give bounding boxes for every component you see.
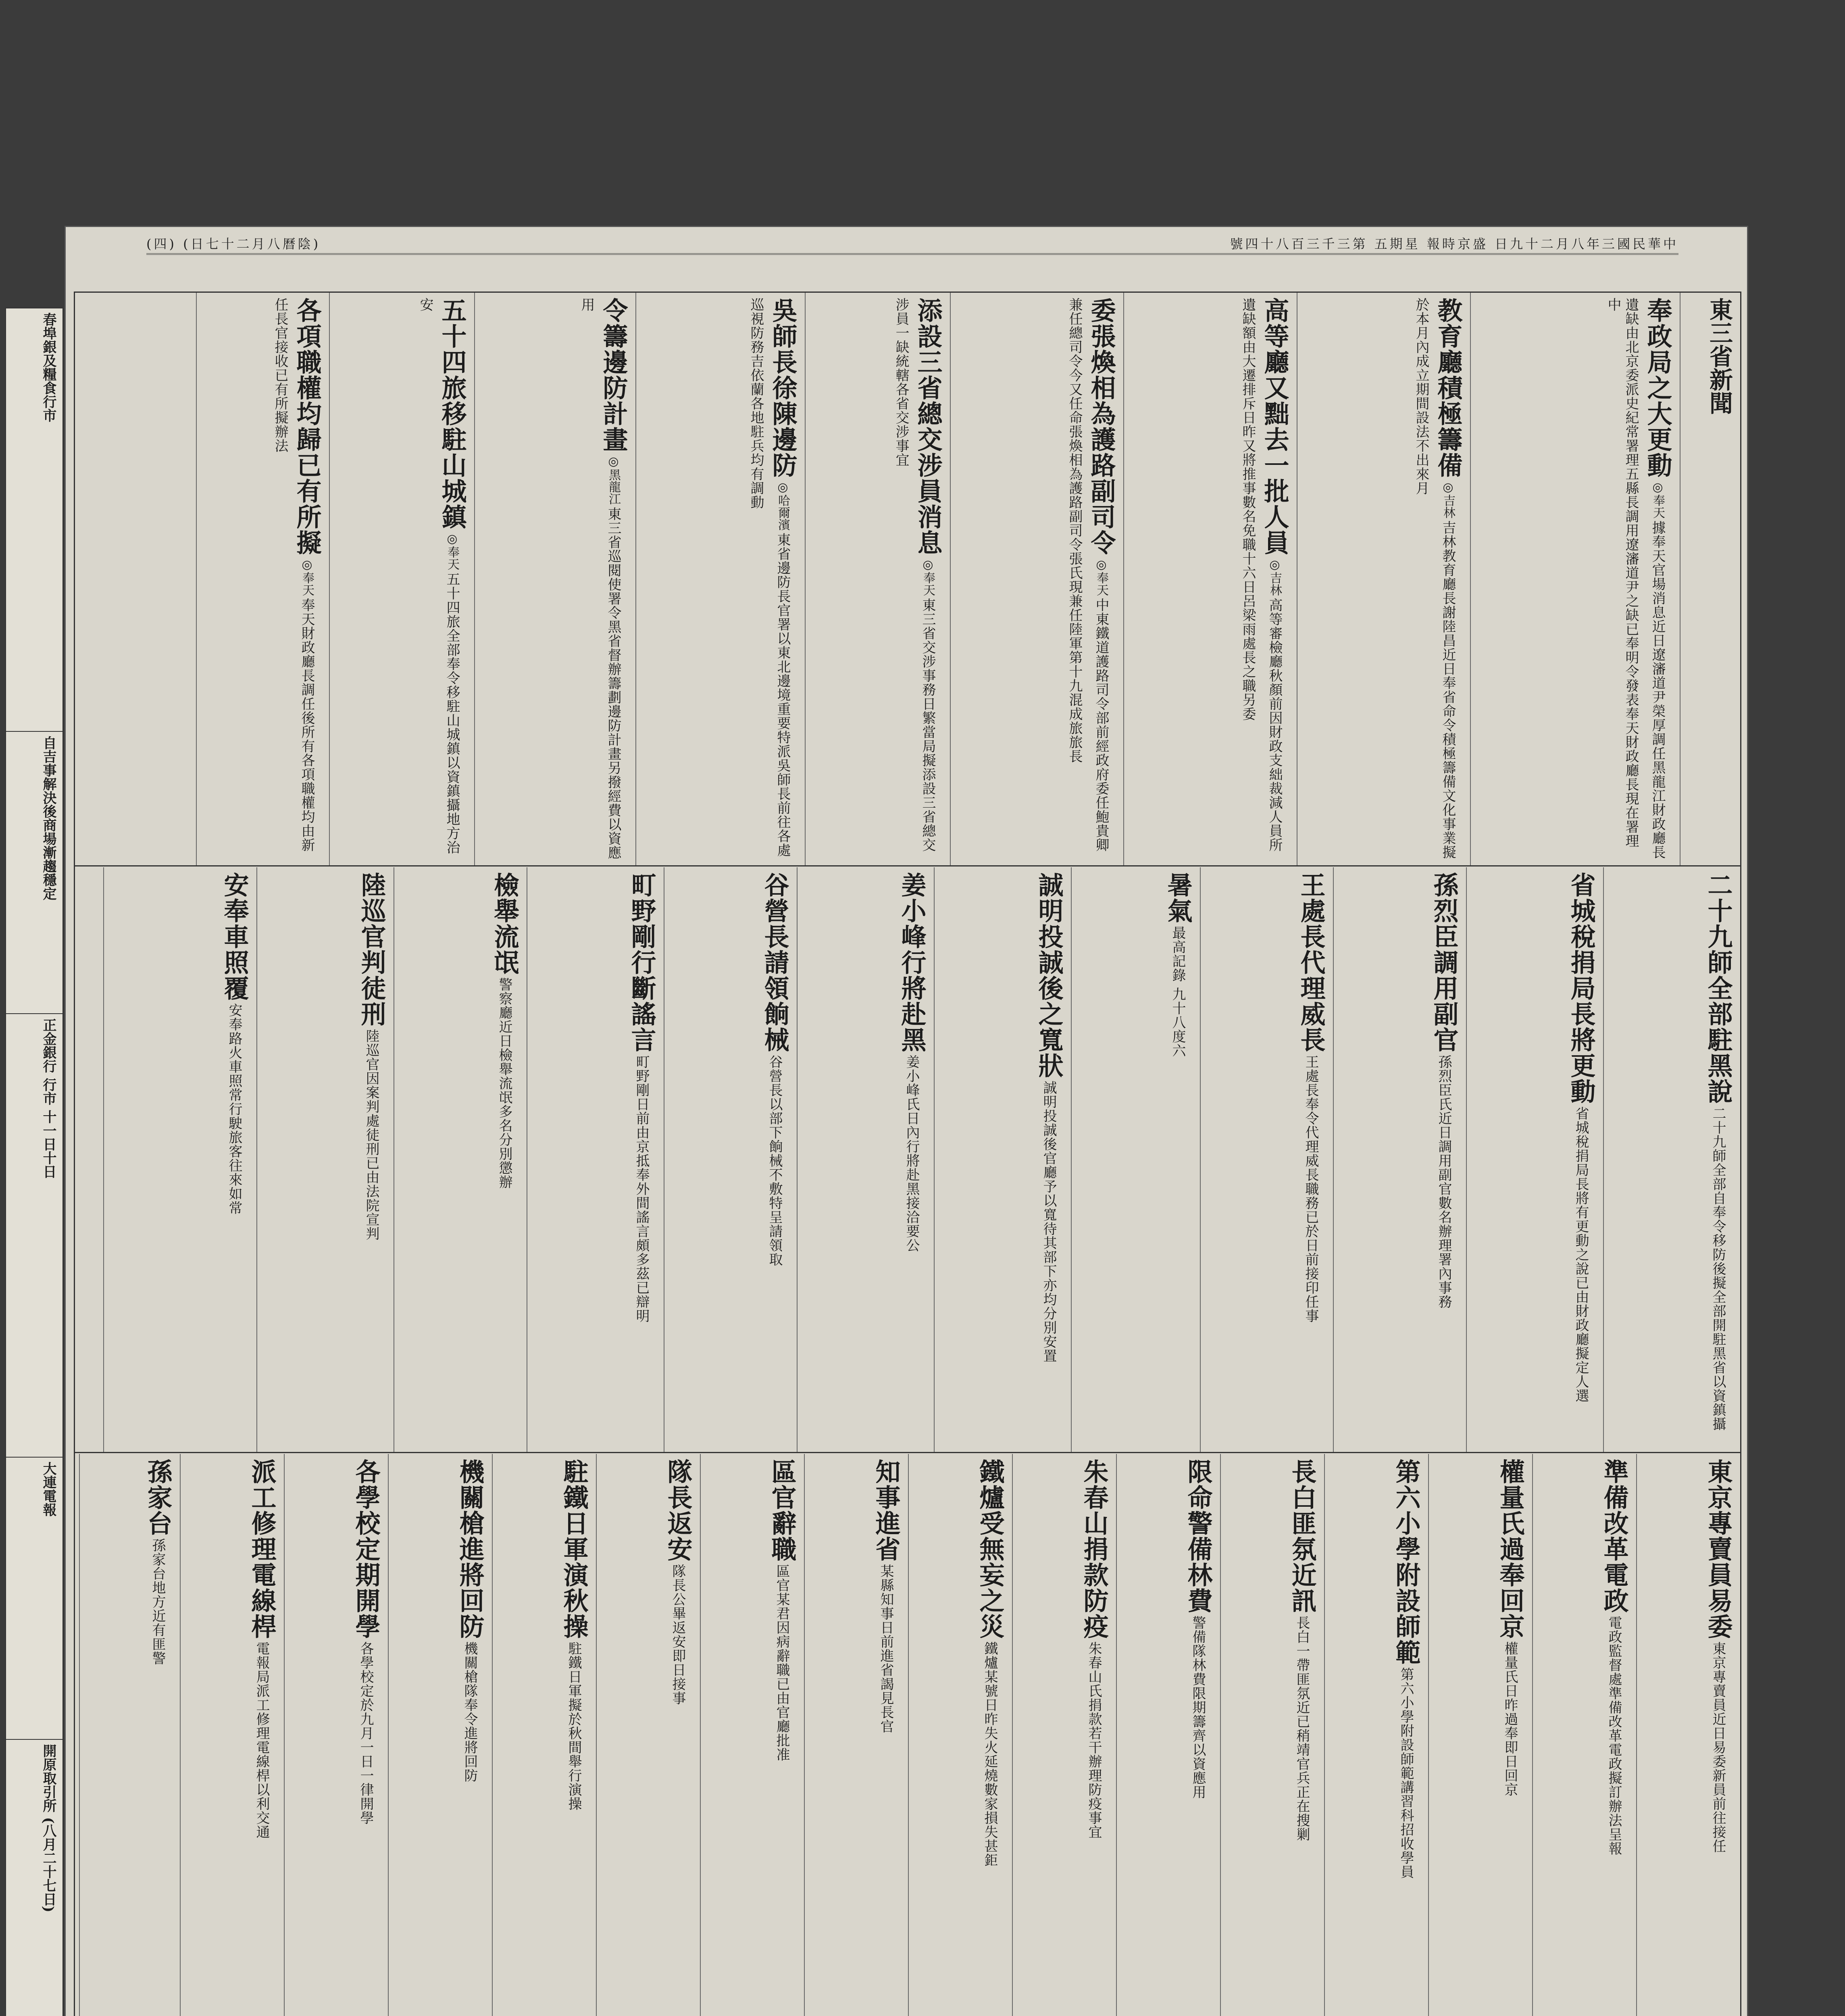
headline: 誠明投誠後之寬狀 — [1034, 872, 1064, 1079]
newspaper-page — [40, 226, 1748, 2016]
tier-divider — [75, 865, 1740, 866]
article-body: 二十九師全部自奉令移防後擬全部開駐黑省以資鎮攝 — [1710, 1106, 1726, 1431]
middle-tier — [75, 867, 1740, 1452]
headline: 陸巡官判徒刑 — [357, 872, 386, 1027]
article-body: 吉林教育廳長謝陸昌近日奉省命令積極籌備文化事業擬於本月內成立期間設法不出來月 — [1413, 298, 1456, 860]
article-body: 警備隊林費限期籌齊以資應用 — [1190, 1616, 1206, 1799]
dateline: ◎吉林 — [1268, 558, 1282, 596]
news-item — [596, 1454, 700, 2016]
headline: 王處長代理威長 — [1296, 872, 1326, 1053]
article-body: 第六小學附設師範講習科招收學員 — [1398, 1667, 1414, 1879]
news-item — [635, 293, 805, 865]
article-body: 長白一帶匪氛近已稍靖官兵正在搜剿 — [1294, 1616, 1310, 1842]
article-body: 孫烈臣氏近日調用副官數名辦理署內事務 — [1436, 1055, 1452, 1309]
news-item — [1116, 1454, 1220, 2016]
article-body: 王處長奉令代理威長職務已於日前接印任事 — [1303, 1055, 1319, 1323]
news-item — [329, 293, 474, 865]
headline: 權量氏過奉回京 — [1495, 1459, 1525, 1639]
article-body: 中東鐵道護路司令部前經政府委任鮑貴卿兼任總司令今又任命張煥相為護路副司令張氏現兼任陸軍第十九混成旅旅長 — [1066, 298, 1109, 852]
dateline: ◎吉林 — [1441, 480, 1455, 519]
headline: 二十九師全部駐黑說 — [1703, 872, 1733, 1104]
article-body: 姜小峰氏日內行將赴黑接洽要公 — [904, 1055, 920, 1253]
ad-item: 春埠銀及糧食行市 — [6, 308, 62, 732]
news-item — [934, 867, 1071, 1452]
ad-item: 開原取引所 (八月二十七日) — [6, 1740, 62, 2016]
section-header — [1680, 293, 1740, 865]
section-title: 東三省新聞 — [1705, 298, 1733, 414]
headline: 朱春山捐款防疫 — [1079, 1459, 1109, 1639]
news-item — [284, 1454, 388, 2016]
headline: 高等廳又黜去一批人員 — [1260, 298, 1289, 556]
article-body: 谷營長以部下餉械不敷特呈請領取 — [766, 1055, 783, 1267]
news-item — [1220, 1454, 1324, 2016]
news-item — [1324, 1454, 1428, 2016]
news-item — [256, 867, 394, 1452]
headline: 姜小峰行將赴黑 — [897, 872, 927, 1053]
dateline: ◎哈爾濱 — [776, 480, 790, 531]
news-item — [388, 1454, 492, 2016]
article-body: 東三省巡閱使署令黑省督辦籌劃邊防計畫另撥經費以資應用 — [579, 298, 621, 860]
news-item — [1428, 1454, 1532, 2016]
article-body: 某縣知事日前進省謁見長官 — [878, 1564, 894, 1734]
news-item — [103, 867, 256, 1452]
article-body: 朱春山氏捐款若干辦理防疫事宜 — [1086, 1641, 1102, 1839]
article-body: 駐鐵日軍擬於秋間舉行演操 — [566, 1641, 582, 1811]
content-frame — [74, 292, 1741, 2016]
news-item — [950, 293, 1123, 865]
headline: 暑氣 — [1163, 872, 1193, 924]
headline: 東京專賣員易委 — [1703, 1459, 1733, 1639]
dateline: ◎奉天 — [300, 558, 314, 596]
headline: 町野剛行斷謠言 — [627, 872, 656, 1053]
masthead — [146, 233, 1678, 255]
article-body: 權量氏日昨過奉即日回京 — [1502, 1641, 1518, 1797]
dateline: ◎奉天 — [445, 532, 459, 571]
news-item — [804, 1454, 908, 2016]
article-body: 電報局派工修理電線桿以利交通 — [254, 1641, 270, 1839]
headline: 各項職權均歸已有所擬 — [292, 298, 322, 556]
headline: 各學校定期開學 — [351, 1459, 381, 1639]
article-body: 隊長公畢返安即日接事 — [670, 1564, 686, 1706]
headline: 令籌邊防計畫 — [599, 298, 628, 452]
headline: 知事進省 — [871, 1459, 901, 1562]
tier-divider — [75, 1452, 1740, 1453]
article-body: 省城稅捐局長將有更動之說已由財政廳擬定人選 — [1573, 1106, 1589, 1403]
headline: 區官辭職 — [767, 1459, 797, 1562]
article-body: 町野剛日前由京抵奉外間謠言頗多茲已辯明 — [633, 1055, 650, 1323]
news-item — [797, 867, 934, 1452]
dateline: ◎奉天 — [1651, 480, 1665, 519]
article-body: 陸巡官因案判處徒刑已由法院宣判 — [363, 1029, 379, 1241]
news-item — [1603, 867, 1740, 1452]
news-item — [664, 867, 797, 1452]
masthead-right: 號四十八百三千三第 五期星 報時京盛 日九十二月八年三國民華中 — [1230, 236, 1678, 252]
news-item — [700, 1454, 804, 2016]
news-item — [474, 293, 635, 865]
top-tier — [75, 293, 1740, 865]
article-body: 電政監督處準備改革電政擬訂辦法呈報 — [1606, 1616, 1622, 1856]
headline: 駐鐵日軍演秋操 — [559, 1459, 589, 1639]
news-item — [805, 293, 950, 865]
news-item — [1297, 293, 1470, 865]
article-body: 東省邊防長官署以東北邊境重要特派吳師長前往各處巡視防務吉依蘭各地駐兵均有調動 — [748, 298, 791, 858]
headline: 機關槍進將回防 — [455, 1459, 485, 1639]
article-body: 機關槍隊奉令進將回防 — [462, 1641, 478, 1783]
article-body: 最高記錄 九十八度六 — [1170, 926, 1186, 1058]
lower-tier — [75, 1454, 1740, 2016]
headline: 五十四旅移駐山城鎮 — [437, 298, 467, 530]
headline: 添設三省總交涉員消息 — [913, 298, 943, 556]
dateline: ◎奉天 — [921, 558, 935, 596]
news-item — [1200, 867, 1333, 1452]
headline: 省城稅捐局長將更動 — [1566, 872, 1596, 1104]
article-body: 孫家台地方近有匪警 — [150, 1538, 166, 1666]
article-body: 各學校定於九月一日一律開學 — [358, 1641, 374, 1825]
news-item — [79, 1454, 180, 2016]
news-item — [492, 1454, 596, 2016]
headline: 限命警備林費 — [1183, 1459, 1213, 1614]
headline: 鐵爐受無妄之災 — [975, 1459, 1005, 1639]
headline: 檢舉流氓 — [490, 872, 519, 975]
news-item — [1470, 293, 1680, 865]
news-item — [1333, 867, 1466, 1452]
ad-strip — [5, 308, 63, 2016]
article-body: 鐵爐某號日昨失火延燒數家損失甚鉅 — [982, 1641, 998, 1868]
article-body: 東三省交涉事務日繁當局擬添設三省總交涉員一缺統轄各省交涉事宜 — [893, 298, 936, 852]
headline: 準備改革電政 — [1599, 1459, 1629, 1614]
news-item — [1636, 1454, 1740, 2016]
headline: 派工修理電線桿 — [247, 1459, 277, 1639]
masthead-left: (四) (日七十二月八曆陰) — [146, 236, 321, 252]
news-item — [527, 867, 664, 1452]
article-body: 警察廳近日檢舉流氓多名分別懲辦 — [496, 977, 512, 1189]
news-item — [1532, 1454, 1636, 2016]
article-body: 高等審檢廳秋顏前因財政支絀裁減人員所遺缺額由大遷排斥日昨又將推事數名免職十六日呂梁雨處長之職另委 — [1240, 298, 1283, 852]
headline: 谷營長請領餉械 — [760, 872, 789, 1053]
headline: 隊長返安 — [663, 1459, 693, 1562]
ad-item: 自吉事解決後商場漸趨穩定 — [6, 732, 62, 1014]
article-body: 誠明投誠後官廳予以寬待其部下亦均分別安置 — [1041, 1081, 1057, 1363]
headline: 奉政局之大更動 — [1643, 298, 1672, 478]
article-body: 區官某君因病辭職已由官廳批准 — [774, 1564, 790, 1762]
article-body: 五十四旅全部奉令移駐山城鎮以資鎮攝地方治安 — [417, 298, 460, 855]
news-item — [908, 1454, 1012, 2016]
news-item — [1466, 867, 1603, 1452]
headline: 長白匪氛近訊 — [1287, 1459, 1317, 1614]
article-body: 東京專賣員近日易委新員前往接任 — [1710, 1641, 1726, 1854]
news-item — [1123, 293, 1297, 865]
article-body: 安奉路火車照常行駛旅客往來如常 — [226, 1003, 242, 1215]
dateline: ◎黑龍江 — [606, 454, 621, 505]
headline: 吳師長徐陳邊防 — [768, 298, 798, 478]
ad-item: 大連電報 — [6, 1458, 62, 1740]
news-item — [1012, 1454, 1116, 2016]
dateline: ◎奉天 — [1094, 558, 1108, 596]
ad-item: 正金銀行 行市 十一日十日 — [6, 1014, 62, 1458]
headline: 孫烈臣調用副官 — [1429, 872, 1459, 1053]
news-item — [196, 293, 329, 865]
headline: 孫家台 — [143, 1459, 173, 1536]
headline: 委張煥相為護路副司令 — [1087, 298, 1116, 556]
article-body: 奉天財政廳長調任後所有各項職權均由新任長官接收已有所擬辦法 — [272, 298, 315, 852]
article-body: 據奉天官場消息近日遼瀋道尹榮厚調任黑龍江財政廳長遺缺由北京委派史紀常署理五縣長調用遼瀋道尹之缺已奉明令發表奉天財政廳長現在署理中 — [1605, 298, 1666, 860]
news-item — [1071, 867, 1200, 1452]
headline: 教育廳積極籌備 — [1433, 298, 1463, 478]
headline: 第六小學附設師範 — [1391, 1459, 1421, 1665]
news-item — [180, 1454, 284, 2016]
headline: 安奉車照覆 — [220, 872, 249, 1001]
news-item — [394, 867, 527, 1452]
